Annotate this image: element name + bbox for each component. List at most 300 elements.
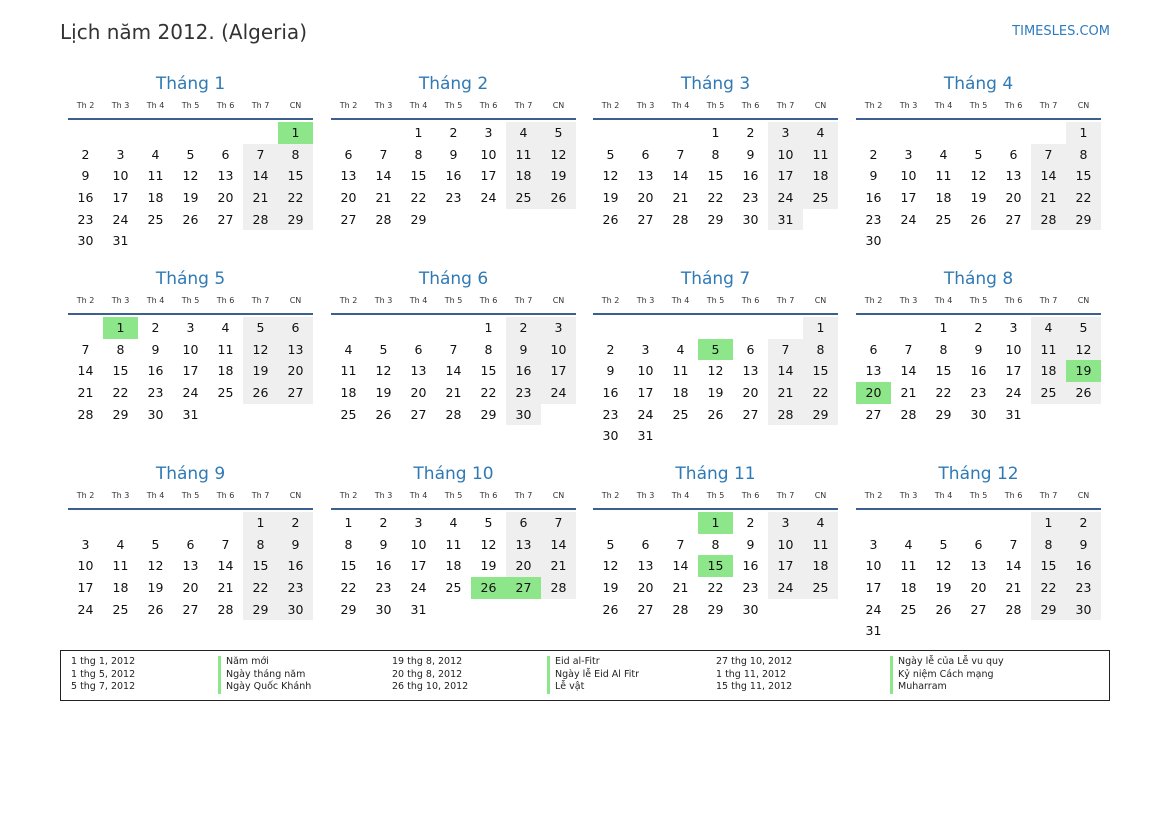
month-title: Tháng 2 xyxy=(418,74,489,94)
day-cell: 9 xyxy=(379,536,388,552)
day-cell: 24 xyxy=(768,187,803,209)
day-cell: 20 xyxy=(506,555,541,577)
weekday-label: Th 4 xyxy=(934,491,953,500)
day-cell: 25 xyxy=(672,406,689,422)
day-cell: 29 xyxy=(935,406,952,422)
day-cell: 22 xyxy=(340,580,357,596)
month-12 xyxy=(856,463,1101,642)
day-cell: 1 xyxy=(414,125,423,140)
weekday-label: Th 4 xyxy=(146,491,165,500)
day-cell: 29 xyxy=(1031,599,1066,621)
day-cell: 17 xyxy=(182,363,199,379)
weekday-label: Th 7 xyxy=(1039,491,1058,500)
legend-holiday-name: Ngày Quốc Khánh xyxy=(218,681,311,694)
weekday-label: Th 2 xyxy=(601,101,620,110)
day-cell: 18 xyxy=(803,165,838,187)
empty-cell xyxy=(891,122,926,144)
weekday-label: CN xyxy=(552,101,565,110)
day-cell: 3 xyxy=(541,317,576,339)
empty-cell xyxy=(208,512,243,534)
day-cell: 24 xyxy=(77,601,94,617)
day-cell: 13 xyxy=(182,558,199,574)
day-cell: 15 xyxy=(480,363,497,379)
day-cell: 14 xyxy=(445,363,462,379)
day-cell: 16 xyxy=(278,555,313,577)
empty-cell xyxy=(173,512,208,534)
weekday-label: CN xyxy=(552,296,565,305)
day-cell: 2 xyxy=(1066,512,1101,534)
day-cell: 16 xyxy=(147,363,164,379)
day-cell: 12 xyxy=(182,168,199,184)
day-cell: 4 xyxy=(1031,317,1066,339)
day-cell: 17 xyxy=(1005,363,1022,379)
day-cell: 27 xyxy=(182,601,199,617)
day-cell: 4 xyxy=(803,512,838,534)
day-cell: 22 xyxy=(1066,187,1101,209)
day-cell: 15 xyxy=(707,168,724,184)
day-cell: 8 xyxy=(414,146,423,162)
day-cell: 2 xyxy=(278,512,313,534)
day-cell: 30 xyxy=(278,599,313,621)
day-cell: 2 xyxy=(746,125,755,140)
day-cell: 10 xyxy=(637,363,654,379)
day-cell: 25 xyxy=(217,385,234,401)
day-cell: 4 xyxy=(904,536,913,552)
day-cell: 30 xyxy=(506,404,541,426)
day-cell: 25 xyxy=(445,580,462,596)
day-cell: 5 xyxy=(243,317,278,339)
day-cell: 2 xyxy=(449,125,458,140)
day-cell: 14 xyxy=(1005,558,1022,574)
day-cell: 13 xyxy=(637,558,654,574)
day-cell: 14 xyxy=(768,360,803,382)
weekday-label: CN xyxy=(1077,101,1090,110)
empty-cell xyxy=(926,512,961,534)
day-cell: 13 xyxy=(340,168,357,184)
day-grid xyxy=(593,512,838,620)
day-cell: 25 xyxy=(935,211,952,227)
month-title: Tháng 5 xyxy=(155,269,226,289)
day-cell: 7 xyxy=(243,144,278,166)
weekday-label: Th 2 xyxy=(339,491,358,500)
weekday-label: Th 2 xyxy=(76,101,95,110)
day-cell: 23 xyxy=(375,580,392,596)
day-cell: 24 xyxy=(900,211,917,227)
weekday-label: Th 6 xyxy=(741,296,760,305)
day-cell: 1 xyxy=(484,320,493,335)
weekday-label: Th 4 xyxy=(146,296,165,305)
day-cell: 14 xyxy=(672,168,689,184)
day-cell: 15 xyxy=(340,558,357,574)
day-cell: 4 xyxy=(344,341,353,357)
day-cell: 11 xyxy=(803,534,838,556)
weekday-label: CN xyxy=(814,296,827,305)
day-cell: 13 xyxy=(970,558,987,574)
day-cell: 20 xyxy=(742,385,759,401)
weekday-label: Th 5 xyxy=(444,101,463,110)
day-cell: 1 xyxy=(939,320,948,335)
weekday-label: Th 5 xyxy=(706,296,725,305)
day-cell: 24 xyxy=(768,577,803,599)
weekday-label: Th 4 xyxy=(671,296,690,305)
header-rule xyxy=(331,118,576,120)
day-cell: 26 xyxy=(1066,382,1101,404)
day-cell: 11 xyxy=(935,168,952,184)
empty-cell xyxy=(628,512,663,534)
header-rule xyxy=(593,508,838,510)
day-cell: 16 xyxy=(865,190,882,206)
day-cell: 23 xyxy=(77,211,94,227)
empty-cell xyxy=(138,512,173,534)
empty-cell xyxy=(331,317,366,339)
day-cell: 18 xyxy=(672,385,689,401)
day-cell: 17 xyxy=(410,558,427,574)
day-cell: 24 xyxy=(541,382,576,404)
day-cell: 27 xyxy=(865,406,882,422)
day-cell: 31 xyxy=(768,209,803,231)
empty-cell xyxy=(961,122,996,144)
day-cell: 31 xyxy=(182,406,199,422)
day-cell: 28 xyxy=(217,601,234,617)
empty-cell xyxy=(331,122,366,144)
weekday-label: Th 2 xyxy=(864,296,883,305)
day-cell: 16 xyxy=(375,558,392,574)
empty-cell xyxy=(366,317,401,339)
day-cell: 14 xyxy=(900,363,917,379)
empty-cell xyxy=(593,512,628,534)
day-cell: 18 xyxy=(900,580,917,596)
weekday-label: CN xyxy=(814,491,827,500)
empty-cell xyxy=(961,512,996,534)
day-cell: 29 xyxy=(340,601,357,617)
header-rule xyxy=(856,508,1101,510)
day-cell: 28 xyxy=(77,406,94,422)
weekday-header xyxy=(331,491,576,507)
day-cell: 9 xyxy=(869,168,878,184)
day-cell: 16 xyxy=(506,360,541,382)
day-cell: 13 xyxy=(410,363,427,379)
month-title: Tháng 9 xyxy=(155,464,226,484)
empty-cell xyxy=(996,512,1031,534)
day-cell: 24 xyxy=(410,580,427,596)
weekday-label: Th 2 xyxy=(601,491,620,500)
day-cell: 3 xyxy=(1009,320,1018,335)
day-cell: 21 xyxy=(217,580,234,596)
weekday-label: CN xyxy=(552,491,565,500)
day-cell: 24 xyxy=(182,385,199,401)
day-cell: 16 xyxy=(77,190,94,206)
day-cell: 21 xyxy=(243,187,278,209)
day-cell: 30 xyxy=(602,428,619,444)
header-rule xyxy=(856,313,1101,315)
page-title: Lịch năm 2012. (Algeria) xyxy=(60,20,307,44)
day-cell: 15 xyxy=(243,555,278,577)
day-cell: 11 xyxy=(112,558,129,574)
day-cell: 20 xyxy=(1005,190,1022,206)
day-cell: 2 xyxy=(746,515,755,530)
month-7 xyxy=(593,268,838,447)
day-cell: 20 xyxy=(340,190,357,206)
day-cell: 21 xyxy=(375,190,392,206)
day-grid xyxy=(856,122,1101,252)
month-4 xyxy=(856,73,1101,252)
empty-cell xyxy=(698,317,733,339)
weekday-label: Th 5 xyxy=(969,296,988,305)
weekday-label: Th 5 xyxy=(706,491,725,500)
day-cell: 31 xyxy=(1005,406,1022,422)
month-8 xyxy=(856,268,1101,425)
day-cell: 19 xyxy=(602,580,619,596)
weekday-label: Th 4 xyxy=(409,296,428,305)
empty-cell xyxy=(663,512,698,534)
weekday-label: Th 5 xyxy=(181,296,200,305)
weekday-label: Th 3 xyxy=(374,101,393,110)
weekday-label: Th 5 xyxy=(706,101,725,110)
weekday-label: Th 3 xyxy=(636,296,655,305)
legend-date: 26 thg 10, 2012 xyxy=(392,681,469,692)
day-cell: 11 xyxy=(217,341,234,357)
day-cell: 7 xyxy=(1009,536,1018,552)
day-grid xyxy=(593,317,838,447)
weekday-label: Th 7 xyxy=(1039,296,1058,305)
day-cell: 19 xyxy=(541,165,576,187)
day-cell: 10 xyxy=(77,558,94,574)
day-cell: 29 xyxy=(1066,209,1101,231)
day-cell: 30 xyxy=(1066,599,1101,621)
day-cell: 8 xyxy=(278,144,313,166)
day-cell: 7 xyxy=(676,536,685,552)
holiday-day-cell: 19 xyxy=(1066,360,1101,382)
weekday-label: Th 4 xyxy=(934,296,953,305)
day-cell: 20 xyxy=(278,360,313,382)
day-cell: 23 xyxy=(445,190,462,206)
day-cell: 19 xyxy=(970,190,987,206)
day-cell: 11 xyxy=(1031,339,1066,361)
day-cell: 18 xyxy=(1031,360,1066,382)
day-cell: 29 xyxy=(480,406,497,422)
month-title: Tháng 8 xyxy=(943,269,1014,289)
day-cell: 22 xyxy=(410,190,427,206)
day-cell: 26 xyxy=(375,406,392,422)
weekday-header xyxy=(331,296,576,312)
day-cell: 3 xyxy=(484,125,493,140)
day-cell: 15 xyxy=(278,165,313,187)
legend-date: 5 thg 7, 2012 xyxy=(71,681,136,692)
weekday-label: Th 2 xyxy=(339,296,358,305)
day-cell: 4 xyxy=(449,515,458,530)
weekday-label: Th 6 xyxy=(479,491,498,500)
weekday-label: Th 6 xyxy=(479,296,498,305)
day-cell: 21 xyxy=(672,190,689,206)
month-1 xyxy=(68,73,313,252)
day-cell: 3 xyxy=(414,515,423,530)
day-cell: 8 xyxy=(116,341,125,357)
weekday-label: Th 2 xyxy=(76,491,95,500)
weekday-label: Th 3 xyxy=(111,491,130,500)
day-cell: 27 xyxy=(970,601,987,617)
day-cell: 18 xyxy=(217,363,234,379)
day-cell: 29 xyxy=(112,406,129,422)
day-cell: 22 xyxy=(1031,577,1066,599)
day-cell: 26 xyxy=(935,601,952,617)
weekday-header xyxy=(68,491,313,507)
day-cell: 18 xyxy=(506,165,541,187)
empty-cell xyxy=(768,317,803,339)
legend-holiday-name: Ngày tháng năm xyxy=(218,669,305,682)
weekday-label: Th 7 xyxy=(776,296,795,305)
month-title: Tháng 3 xyxy=(680,74,751,94)
weekday-label: Th 7 xyxy=(776,101,795,110)
day-cell: 10 xyxy=(182,341,199,357)
weekday-label: Th 3 xyxy=(899,101,918,110)
day-cell: 22 xyxy=(707,190,724,206)
empty-cell xyxy=(663,122,698,144)
day-cell: 6 xyxy=(221,146,230,162)
weekday-label: Th 5 xyxy=(969,491,988,500)
holiday-legend xyxy=(60,650,1110,701)
weekday-label: Th 7 xyxy=(1039,101,1058,110)
month-11 xyxy=(593,463,838,620)
weekday-header xyxy=(593,296,838,312)
header-rule xyxy=(593,118,838,120)
empty-cell xyxy=(366,122,401,144)
day-cell: 26 xyxy=(182,211,199,227)
day-cell: 18 xyxy=(803,555,838,577)
site-link[interactable]: TIMESLES.COM xyxy=(1012,24,1110,39)
day-cell: 22 xyxy=(803,382,838,404)
legend-holiday-name: Ngày lễ Eid Al Fitr xyxy=(547,669,639,682)
day-cell: 30 xyxy=(742,211,759,227)
day-cell: 25 xyxy=(147,211,164,227)
day-cell: 22 xyxy=(243,577,278,599)
day-cell: 27 xyxy=(340,211,357,227)
day-cell: 6 xyxy=(641,536,650,552)
weekday-label: Th 6 xyxy=(216,296,235,305)
day-cell: 9 xyxy=(151,341,160,357)
day-cell: 2 xyxy=(506,317,541,339)
weekday-label: Th 6 xyxy=(1004,101,1023,110)
weekday-label: Th 7 xyxy=(514,296,533,305)
empty-cell xyxy=(856,317,891,339)
month-title: Tháng 7 xyxy=(680,269,751,289)
day-cell: 16 xyxy=(602,385,619,401)
day-cell: 1 xyxy=(1031,512,1066,534)
day-cell: 2 xyxy=(974,320,983,335)
day-cell: 24 xyxy=(480,190,497,206)
day-cell: 17 xyxy=(77,580,94,596)
day-cell: 23 xyxy=(865,211,882,227)
day-cell: 29 xyxy=(410,211,427,227)
weekday-label: Th 7 xyxy=(251,296,270,305)
weekday-label: Th 6 xyxy=(1004,491,1023,500)
day-cell: 30 xyxy=(147,406,164,422)
weekday-label: Th 2 xyxy=(864,101,883,110)
day-cell: 17 xyxy=(480,168,497,184)
day-cell: 14 xyxy=(217,558,234,574)
day-grid xyxy=(331,317,576,425)
month-9 xyxy=(68,463,313,620)
day-cell: 30 xyxy=(865,233,882,249)
weekday-label: Th 7 xyxy=(776,491,795,500)
day-cell: 7 xyxy=(1031,144,1066,166)
day-cell: 5 xyxy=(151,536,160,552)
day-cell: 25 xyxy=(1031,382,1066,404)
day-cell: 30 xyxy=(970,406,987,422)
holiday-day-cell: 15 xyxy=(698,555,733,577)
weekday-label: Th 4 xyxy=(934,101,953,110)
day-cell: 5 xyxy=(939,536,948,552)
day-cell: 17 xyxy=(865,580,882,596)
day-cell: 23 xyxy=(278,577,313,599)
day-cell: 13 xyxy=(278,339,313,361)
day-cell: 8 xyxy=(711,146,720,162)
month-6 xyxy=(331,268,576,425)
day-cell: 5 xyxy=(606,146,615,162)
day-cell: 27 xyxy=(217,211,234,227)
empty-cell xyxy=(401,317,436,339)
day-cell: 24 xyxy=(1005,385,1022,401)
day-cell: 7 xyxy=(904,341,913,357)
weekday-header xyxy=(856,296,1101,312)
day-cell: 21 xyxy=(900,385,917,401)
weekday-header xyxy=(856,491,1101,507)
weekday-label: Th 3 xyxy=(899,491,918,500)
empty-cell xyxy=(628,122,663,144)
day-cell: 23 xyxy=(742,580,759,596)
day-cell: 10 xyxy=(410,536,427,552)
day-cell: 12 xyxy=(1066,339,1101,361)
day-cell: 30 xyxy=(375,601,392,617)
day-cell: 17 xyxy=(768,555,803,577)
day-cell: 8 xyxy=(1031,534,1066,556)
day-cell: 12 xyxy=(243,339,278,361)
day-cell: 3 xyxy=(641,341,650,357)
day-cell: 28 xyxy=(375,211,392,227)
header-rule xyxy=(593,313,838,315)
empty-cell xyxy=(436,317,471,339)
day-cell: 14 xyxy=(1031,165,1066,187)
day-cell: 9 xyxy=(278,534,313,556)
day-cell: 30 xyxy=(77,233,94,249)
empty-cell xyxy=(138,122,173,144)
day-cell: 15 xyxy=(112,363,129,379)
day-cell: 25 xyxy=(506,187,541,209)
holiday-day-cell: 26 xyxy=(471,577,506,599)
weekday-label: CN xyxy=(814,101,827,110)
legend-date: 19 thg 8, 2012 xyxy=(392,656,463,667)
day-cell: 29 xyxy=(803,404,838,426)
day-cell: 4 xyxy=(116,536,125,552)
day-cell: 29 xyxy=(707,211,724,227)
day-cell: 7 xyxy=(768,339,803,361)
weekday-label: Th 6 xyxy=(216,101,235,110)
month-10 xyxy=(331,463,576,620)
day-cell: 4 xyxy=(939,146,948,162)
legend-date: 15 thg 11, 2012 xyxy=(716,681,793,692)
day-cell: 18 xyxy=(445,558,462,574)
day-cell: 23 xyxy=(602,406,619,422)
empty-cell xyxy=(68,317,103,339)
day-cell: 12 xyxy=(147,558,164,574)
day-cell: 27 xyxy=(637,601,654,617)
day-cell: 6 xyxy=(1009,146,1018,162)
day-cell: 31 xyxy=(410,601,427,617)
empty-cell xyxy=(856,512,891,534)
day-cell: 13 xyxy=(637,168,654,184)
day-grid xyxy=(68,317,313,425)
day-cell: 6 xyxy=(869,341,878,357)
weekday-header xyxy=(68,296,313,312)
